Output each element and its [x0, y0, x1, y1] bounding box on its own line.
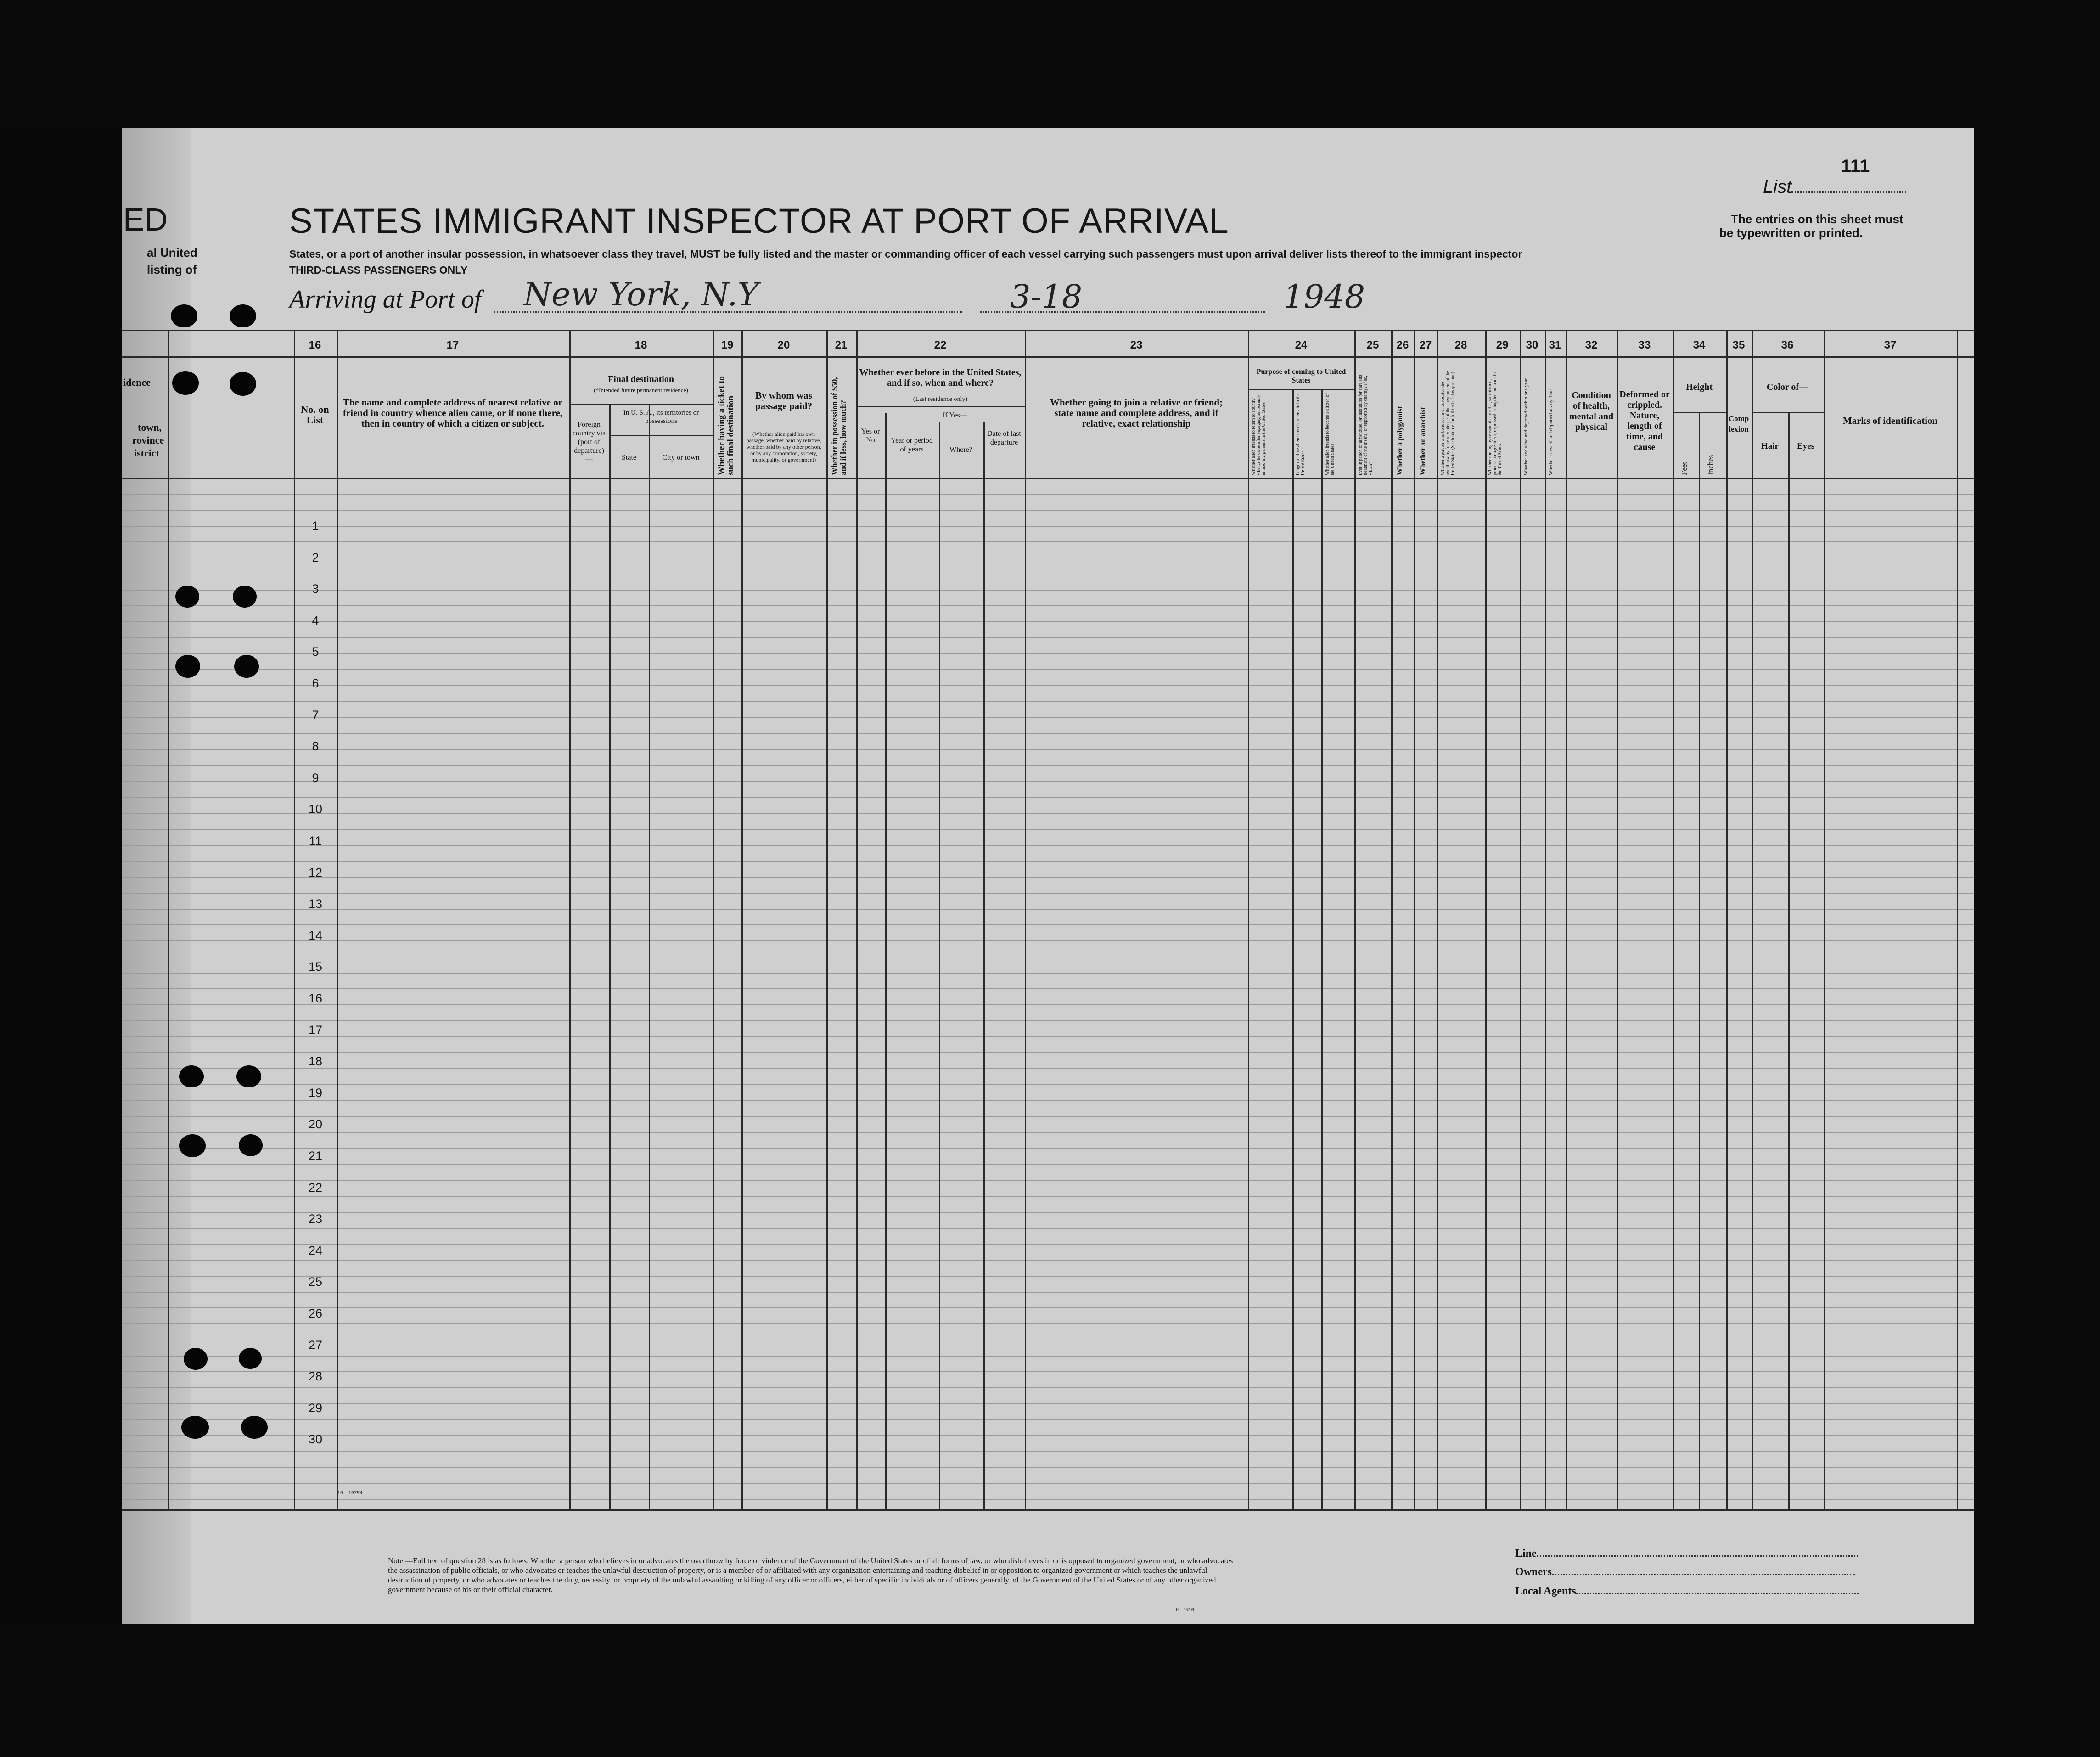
c32-header: Condition of health, mental and physical [1569, 390, 1614, 432]
film-border-left [0, 128, 122, 1624]
colnum-22: 22 [934, 339, 947, 351]
c18-usa-rule [609, 435, 713, 436]
vline [983, 422, 985, 1509]
c36-sub-rule [1752, 412, 1824, 413]
colnum-35: 35 [1732, 339, 1745, 351]
page-title: STATES IMMIGRANT INSPECTOR AT PORT OF ARRIVAL [289, 202, 1229, 241]
vline [856, 330, 858, 1509]
c24b-header: Length of time alien intends to remain in the United States [1296, 393, 1306, 475]
row-rule [122, 749, 1974, 750]
notice-line-1: The entries on this sheet must [1731, 212, 1903, 226]
c22-years-header: Year or period of years [891, 437, 933, 453]
list-label: List [1763, 177, 1792, 197]
row-number: 9 [312, 771, 319, 785]
form-code: 16—16799 [337, 1489, 362, 1496]
c34-feet-header: Feet [1680, 462, 1689, 475]
c23-header: Whether going to join a relative or friend; state name and complete address, and if relative, exact relationship [1050, 397, 1223, 429]
row-rule [122, 1148, 1974, 1149]
row-number: 7 [312, 708, 319, 722]
row-rule [122, 1164, 1974, 1165]
punch-hole [230, 372, 256, 396]
c21-header: Whether in possession of $50, and if less, how much? [830, 377, 848, 475]
row-rule [122, 1180, 1974, 1181]
c24a-header: Whether alien intends to return to country whence he came after engaging temporarily in laboring pursuits in the United States [1251, 394, 1266, 475]
left-col-fragment-3: rovince [132, 434, 164, 446]
arriving-label: Arriving at Port of [289, 285, 482, 314]
vline [713, 330, 714, 1509]
vline [1545, 330, 1546, 1509]
c22-yesno-header: Yes or No [861, 428, 880, 444]
row-number: 20 [308, 1117, 323, 1131]
class-line: THIRD-CLASS PASSENGERS ONLY [289, 264, 468, 276]
row-rule [122, 924, 1974, 925]
colnum-30: 30 [1526, 339, 1539, 351]
row-rule [122, 1403, 1974, 1404]
vline [1788, 413, 1790, 1509]
vline [1485, 330, 1487, 1509]
row-rule [122, 1307, 1974, 1308]
left-col-fragment-2: town, [138, 422, 162, 433]
c24-sub-rule [1248, 389, 1354, 390]
left-col-fragment-1: idence [123, 377, 151, 388]
c29-header: Whether coming by reason of any offer, solicitation, promise, or agreement, expressed or implied, to labor in the United States [1488, 372, 1503, 475]
row-number: 11 [309, 834, 322, 848]
sheet-left-margin [122, 128, 191, 1624]
punch-hole [181, 1416, 209, 1439]
vline [1566, 330, 1567, 1509]
c18-sub-rule [569, 404, 713, 405]
c22-header: Whether ever before in the United States, and if so, when and where? [859, 367, 1022, 388]
colnum-23: 23 [1130, 339, 1143, 351]
vline [1699, 413, 1700, 1509]
vline [1617, 330, 1618, 1509]
row-rule [122, 669, 1974, 670]
left-fragment-title: ED [123, 202, 168, 237]
row-number: 18 [308, 1054, 323, 1068]
row-number: 19 [308, 1086, 323, 1100]
row-rule [122, 1036, 1974, 1037]
row-number: 21 [308, 1149, 323, 1163]
table-top-rule [122, 330, 1974, 331]
c24-header: Purpose of coming to United States [1256, 368, 1346, 384]
row-rule [122, 510, 1974, 511]
c26-header: Whether a polygamist [1396, 406, 1404, 475]
colnum-33: 33 [1638, 339, 1651, 351]
row-rule [122, 637, 1974, 638]
row-rule [122, 1483, 1974, 1484]
row-rule [122, 1323, 1974, 1324]
page-subtitle: States, or a port of another insular possession, in whatsoever class they travel, MUST be fully listed and the master or commanding officer of each vessel carrying such passengers must upon arrival deliver lists thereof to the immigrant inspector [289, 248, 1522, 260]
row-number: 22 [308, 1181, 323, 1194]
vline [1726, 330, 1728, 1509]
row-rule [122, 1387, 1974, 1388]
row-rule [122, 1068, 1974, 1069]
owners-label: Owners [1515, 1566, 1552, 1578]
row-rule [122, 1196, 1974, 1197]
row-number: 15 [308, 960, 323, 974]
vline [939, 422, 940, 1509]
row-number: 6 [312, 676, 319, 690]
c22-where-header: Where? [949, 446, 972, 454]
colnum-19: 19 [721, 339, 734, 351]
colnum-32: 32 [1585, 339, 1598, 351]
vline [1292, 390, 1294, 1509]
punch-hole [234, 655, 259, 678]
colnum-18: 18 [634, 339, 647, 351]
row-rule [122, 988, 1974, 989]
c20-header: By whom was passage paid? [755, 390, 813, 411]
vline [1752, 330, 1753, 1509]
punch-hole [241, 1416, 268, 1439]
row-rule [122, 1499, 1974, 1500]
punch-hole [175, 655, 200, 678]
c18-foreign-header: Foreign country via (port of departure)— [572, 421, 606, 463]
row-rule [122, 781, 1974, 782]
row-number: 4 [312, 614, 319, 627]
vline [1414, 330, 1415, 1509]
row-rule [122, 909, 1974, 910]
row-rule [122, 973, 1974, 974]
row-number: 28 [308, 1369, 323, 1383]
vline [885, 413, 887, 1509]
row-number: 25 [308, 1275, 323, 1289]
punch-hole [230, 304, 256, 327]
row-number: 3 [312, 582, 319, 596]
colnum-28: 28 [1454, 339, 1467, 351]
row-rule [122, 797, 1974, 798]
row-number: 5 [312, 645, 319, 659]
row-rule [122, 1244, 1974, 1245]
colnum-27: 27 [1419, 339, 1432, 351]
punch-hole [179, 1134, 206, 1157]
agents-label: Local Agents [1515, 1585, 1576, 1597]
row-rule [122, 1052, 1974, 1053]
footer-agents-label [1515, 1585, 1859, 1598]
row-rule [122, 1467, 1974, 1468]
year-handwritten: 1948 [1283, 278, 1365, 315]
notice-line-2: be typewritten or printed. [1719, 226, 1863, 240]
colnum-24: 24 [1295, 339, 1308, 351]
row-rule [122, 1276, 1974, 1277]
vline [337, 330, 338, 1509]
punch-hole [172, 371, 199, 395]
row-number: 26 [308, 1306, 323, 1320]
row-number: 24 [308, 1244, 323, 1257]
row-rule [122, 893, 1974, 894]
row-number: 2 [312, 551, 319, 564]
vline [1824, 330, 1825, 1509]
c22-ifyes-header: If Yes— [943, 411, 967, 419]
c22-subheader: (Last residence only) [913, 396, 968, 403]
c36-hair-header: Hair [1761, 441, 1779, 451]
colnum-34: 34 [1693, 339, 1706, 351]
vline [649, 404, 650, 1509]
c35-header: Complexion [1728, 414, 1749, 434]
colnum-21: 21 [835, 339, 848, 351]
colnum-17: 17 [446, 339, 459, 351]
footer-line-label [1515, 1548, 1858, 1560]
vline [294, 330, 295, 1509]
line-label: Line [1515, 1548, 1537, 1560]
vline [168, 330, 169, 1509]
row-number: 16 [308, 991, 323, 1005]
table-bottom-rule [122, 1509, 1974, 1511]
vline [1520, 330, 1521, 1509]
header-bottom-rule [122, 478, 1974, 479]
c18-subheader: (*Intended future permanent residence) [594, 387, 688, 394]
row-number: 17 [308, 1023, 323, 1037]
row-rule [122, 685, 1974, 686]
row-number: 10 [308, 802, 323, 816]
colnum-16: 16 [309, 339, 321, 351]
port-handwritten: New York, N.Y [523, 276, 759, 313]
row-rule [122, 590, 1974, 591]
left-fragment-line-2: listing of [147, 263, 197, 276]
row-number: 27 [308, 1338, 323, 1352]
row-rule [122, 845, 1974, 846]
row-rule [122, 526, 1974, 527]
row-rule [122, 1356, 1974, 1357]
colnum-36: 36 [1781, 339, 1794, 351]
vline [741, 330, 743, 1509]
row-rule [122, 813, 1974, 814]
c31-header: Whether arrested and deported at any time [1548, 389, 1554, 475]
row-rule [122, 621, 1974, 622]
vline [1025, 330, 1026, 1509]
vline [826, 330, 828, 1509]
list-label-group [1763, 177, 1906, 197]
c20-subheader: (Whether alien paid his own passage, whether paid by relative, whether paid by any other person, or by any corporation, society, municipality, or government) [746, 431, 821, 463]
row-number: 1 [312, 519, 319, 533]
c34-header: Height [1686, 382, 1713, 392]
c24c-header: Whether alien intends to become a citizen of the United States [1325, 393, 1335, 475]
row-rule [122, 733, 1974, 734]
row-rule [122, 765, 1974, 766]
arriving-line [289, 285, 481, 314]
row-rule [122, 717, 1974, 718]
row-rule [122, 940, 1974, 941]
row-rule [122, 494, 1974, 495]
row-rule [122, 1004, 1974, 1005]
row-rule [122, 1260, 1974, 1261]
punch-hole [171, 304, 197, 327]
c28-header: Whether a person who believes in or advocates the overthrow by force or violence of the Government of the United States (See footnote for full text of this question) [1440, 371, 1455, 475]
c34-inches-header: Inches [1706, 455, 1715, 475]
row-rule [122, 1435, 1974, 1436]
vline [1437, 330, 1438, 1509]
vline [1354, 330, 1356, 1509]
colnum-31: 31 [1549, 339, 1561, 351]
c18-city-header: City or town [662, 454, 700, 462]
row-rule [122, 653, 1974, 654]
c37-header: Marks of identification [1842, 415, 1938, 426]
row-rule [122, 541, 1974, 542]
colnum-25: 25 [1366, 339, 1379, 351]
colnum-20: 20 [777, 339, 790, 351]
c18-usa-header: In U. S. A., its territories or possessions [623, 409, 699, 425]
footer-owners-label [1515, 1566, 1855, 1578]
footer-note: Note.—Full text of question 28 is as follows: Whether a person who believes in or advocates the overthrow by force or violence of the Government of the United States or of all forms of law, or who disbelieves in or is opposed to organized government, or who advocates the assassination of public officials, or who advocates or teaches the unlawful destruction of property, or is a member of or affiliated with any organization entertaining and teaching disbelief in or opposition to organized government or which teaches the unlawful destruction of property, or who advocates or teaches the duty, necessity, or propriety of the unlawful assaulting or killing of any officer or officers, either of specific individuals or of officers generally, of the Government of the United States or of any other organized government because of his or their official character. [388, 1556, 1233, 1594]
c33-header: Deformed or crippled. Nature, length of time, and cause [1619, 389, 1670, 452]
c22-date-header: Date of last departure [987, 430, 1021, 446]
colnum-26: 26 [1396, 339, 1409, 351]
list-number: 111 [1841, 156, 1870, 176]
c22-sub-rule [856, 406, 1025, 407]
row-number: 30 [308, 1432, 323, 1446]
c34-sub-rule [1673, 412, 1726, 413]
row-number: 14 [308, 929, 323, 942]
row-rule [122, 1371, 1974, 1372]
c16-header: No. on List [301, 404, 329, 426]
row-rule [122, 861, 1974, 862]
vline [569, 330, 571, 1509]
row-number: 29 [308, 1401, 323, 1415]
colnum-37: 37 [1884, 339, 1897, 351]
c25-header: Ever in prison or almshouse, or institution for care and treatment of the insane, or supported by charity? If so, which? [1358, 375, 1373, 475]
left-col-fragment-4: istrict [134, 447, 159, 459]
row-rule [122, 1020, 1974, 1021]
c19-header: Whether having a ticket to such final destination [717, 376, 736, 475]
punch-hole [175, 586, 199, 608]
punch-hole [239, 1134, 263, 1156]
row-rule [122, 1084, 1974, 1085]
colnum-rule [122, 356, 1974, 358]
row-rule [122, 1100, 1974, 1101]
row-rule [122, 1419, 1974, 1420]
c30-header: Whether excluded and deported within one year [1523, 378, 1529, 475]
row-rule [122, 1292, 1974, 1293]
c27-header: Whether an anarchist [1419, 407, 1427, 475]
row-rule [122, 1212, 1974, 1213]
c18-header: Final destination [608, 374, 674, 384]
left-fragment-line-1: al United [147, 246, 197, 259]
row-number: 13 [308, 897, 323, 911]
vline [1673, 330, 1674, 1509]
row-rule [122, 1451, 1974, 1452]
row-rule [122, 1228, 1974, 1229]
row-rule [122, 605, 1974, 606]
punch-hole [184, 1348, 208, 1370]
vline [1391, 330, 1393, 1509]
row-rule [122, 829, 1974, 830]
row-number: 8 [312, 739, 319, 753]
vline [1248, 330, 1249, 1509]
c18-state-header: State [622, 454, 636, 462]
punch-hole [236, 1065, 261, 1087]
punch-hole [179, 1065, 204, 1087]
vline [1321, 390, 1323, 1509]
manifest-sheet [122, 128, 1974, 1624]
vline [1957, 330, 1958, 1509]
row-number: 12 [308, 866, 323, 879]
row-number: 23 [308, 1212, 323, 1226]
punch-hole [233, 586, 257, 608]
footer-note-code: 16—16799 [1175, 1607, 1194, 1612]
c36-header: Color of— [1766, 382, 1808, 392]
c17-header: The name and complete address of nearest relative or friend in country whence alien came, or if none there, then in country of which a citizen or subject. [343, 397, 563, 429]
punch-hole [239, 1348, 262, 1369]
row-rule [122, 1132, 1974, 1133]
date-handwritten: 3-18 [1010, 278, 1083, 315]
row-rule [122, 877, 1974, 878]
colnum-29: 29 [1496, 339, 1509, 351]
vline [609, 404, 611, 1509]
row-rule [122, 1116, 1974, 1117]
c36-eyes-header: Eyes [1797, 441, 1814, 451]
row-rule [122, 701, 1974, 702]
